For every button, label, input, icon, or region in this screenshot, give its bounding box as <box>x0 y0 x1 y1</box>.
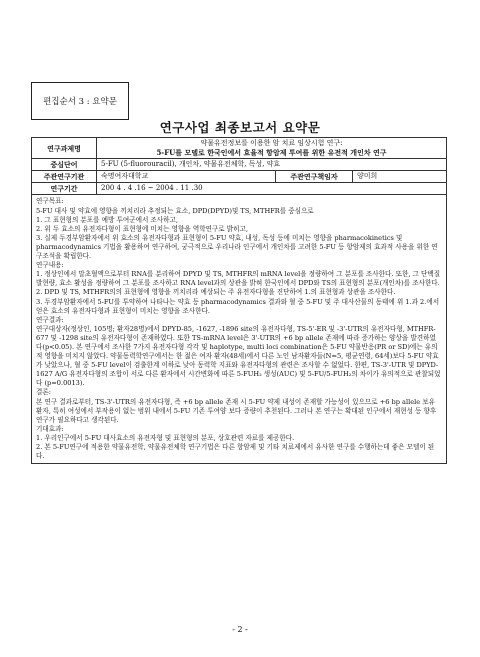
purpose-line: 2. 위 두 효소의 유전자다형이 표현형에 미치는 영향을 역학연구로 밝히고, <box>36 224 248 233</box>
content-heading: 연구내용: <box>36 261 64 270</box>
summary-body <box>32 195 447 464</box>
keywords-value: 5-FU (5-fluorouracil), 개인차, 약물유전체학, 독성, 약효 <box>97 159 447 171</box>
content-line: 3. 두경부암환자에서 5-FU를 투약하여 나타나는 약효 등 pharmacodynamics 결과와 혈 중 5-FU 및 주 대사산물의 동태에 위 1.과 2.에서 얻은 효소의 유전자다형과 표현형이 미치는 영향을 조사한다. <box>36 297 440 315</box>
expected-line: 2. 본 5-FU연구에 적용한 약물유전학, 약물유전체학 연구기법은 다른 항암제 및 기타 치료제에서 유사한 연구를 수행하는데 좋은 모델이 된다. <box>36 443 435 461</box>
purpose-heading: 연구목표: <box>36 197 64 206</box>
keywords-label: 중심단어 <box>32 159 97 171</box>
purpose-line: 5-FU 대사 및 약효에 영향을 끼치리라 추정되는 효소, DPD(DPYD)및 TS, MTHFR를 중심으로 <box>36 206 314 215</box>
result-text: 연구대상자(정상인, 105명; 환자28명)에서 DPYD-85, -1627, -1896 site의 유전자다형, TS-5'-ER 및 -3'-UTR의 유전자다형, MTHFR-677 및 -1298 site의 유전자다형이 존재하였다. 또한 TS-mRNA level은 3'-UTR의 +6 bp allele 존재에 따라 증가하는 양상을 발견하였다(p<0.05). 본 연구에서 조사한 7가지 유전자다형 각각 및 haplotype, multi loci combination은 5-FU 약물반응(PR or SD)에는 유의적 영향을 미치지 않았다. 약물동력학연구에서는 한 젊은 여자 환자(48세)에서 다른 노인 남자환자들(N=5, 평균연령, 64세)보다 5-FU 약효가 낮았으나, 혈 중 5-FU level이 검출한계 이하로 낮아 동력학 지표와 유전자다형의 관련은 조사할 수 없었다. 한편, TS-3'-UTR 및 DPYD-1627 A/G 유전자다형의 조합이 서로 다른 환자에서 시간변화에 따른 5-FUH₂ 생성(AUC) 및 5-FU/5-FUH₂의 차이가 유의적으로 관찰되었다 (p=0.0013). <box>36 324 441 388</box>
expected-heading: 기대효과: <box>36 424 64 433</box>
document-title: 연구사업 최종보고서 요약문 <box>159 120 321 135</box>
conclusion-heading: 결론: <box>36 388 51 397</box>
institution-value: 숙명여자대학교 <box>97 171 276 183</box>
content-line: 1. 정상인에서 말초혈액으로부터 RNA를 분리하여 DPYD 및 TS, MTHFR의 mRNA level을 정량하여 그 분포를 조사한다. 또한, 그 단백질 발현량, 효소 활성을 정량하여 그 분포를 조사하고 RNA level과의 상관을 밝혀 한국인에서 DPD와 TS의 표현형의 분포(개인차)를 조사한다. <box>36 270 441 288</box>
project-title-label: 연구과제명 <box>32 138 97 159</box>
period-value: 200 4 . 4 .16 ~ 2004 . 11 .30 <box>97 183 447 195</box>
project-title-cell <box>97 138 447 159</box>
content-line: 2. DPD 및 TS, MTHFR의의 표현형에 영향을 끼치리라 예상되는 주 유전자다형을 진단하여 1.의 표현형과 상관을 조사한다. <box>36 288 396 297</box>
project-title-line2: 5-FU를 모델로 한국인에서 효율적 항암제 투여를 위한 유전적 개인차 연구 <box>156 148 387 158</box>
institution-label: 주관연구기관 <box>32 171 97 183</box>
pi-label: 주관연구책임자 <box>276 171 353 183</box>
pi-value: 양미희 <box>353 171 447 183</box>
page-number: - 2 - <box>232 625 248 634</box>
result-heading: 연구결과: <box>36 315 64 324</box>
expected-line: 1. 우리인구에서 5-FU 대사효소의 유전자형 및 표현형의 분포, 상호관련 자료를 제공한다. <box>36 433 295 442</box>
edit-order-label: 편집순서 3 : 요약문 <box>43 97 117 107</box>
conclusion-text: 본 연구 결과로부터, TS-3'-UTR의 유전자다형, 즉 +6 bp allele 존재 시 5-FU 약제 내성이 존재할 가능성이 있으므로 +6 bp allele 보유 환자, 특히 여성에서 부작용이 없는 범위 내에서 5-FU 기존 투여양 보다 증량이 추천된다. 그러나 본 연구는 확대된 인구에서 재현성 등 향후 연구가 필요하다고 생각된다. <box>36 397 437 424</box>
purpose-line: 3. 실제 두경부암환자에서 위 효소의 유전자다형과 표현형이 5-FU 약효, 내성, 독성 등에 미치는 영향을 pharmacokinetics 및 pharmacodynamics 기법을 활용하여 연구하여, 궁극적으로 우리나라 인구에서 개인차를 고려한 5-FU 등 항암제의 효과적 사용을 위한 연구조석을 확립한다. <box>36 233 438 261</box>
purpose-line: 1. 그 표현형의 분포를 예방 투여군에서 조사하고, <box>36 215 178 224</box>
project-title-line1: 약물유전정보를 이용한 암 치료 임상시험 연구: <box>200 139 343 147</box>
period-label: 연구기간 <box>32 183 97 195</box>
edit-order-box <box>31 82 129 120</box>
summary-table <box>31 137 447 464</box>
